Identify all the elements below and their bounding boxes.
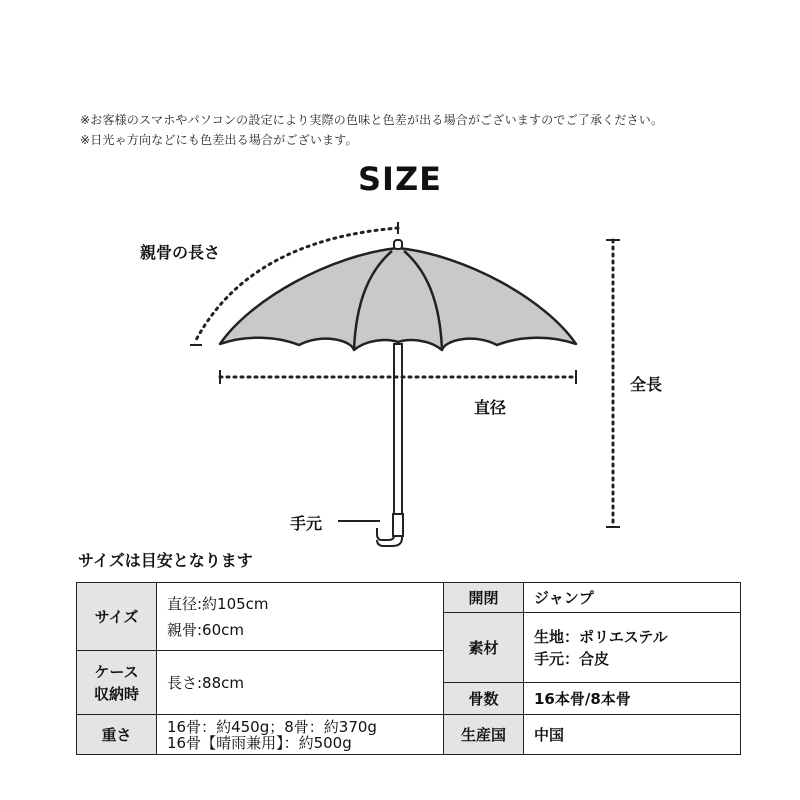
spec-material-head: 素材 — [444, 613, 524, 683]
spec-size-rib: 親骨:60cm — [167, 620, 244, 639]
size-guide-note: サイズは目安となります — [78, 551, 253, 570]
spec-material-handle: 手元：合皮 — [534, 649, 610, 668]
spec-table — [76, 582, 741, 755]
spec-open-value: ジャンプ — [524, 583, 741, 613]
spec-weight-head: 重さ — [77, 715, 157, 755]
spec-size-diameter: 直径:約105cm — [167, 594, 269, 613]
color-note-1: ※お客様のスマホやパソコンの設定により実際の色味と色差が出る場合がございますのでご了承ください。 — [80, 113, 664, 127]
total-length-label: 全長 — [630, 375, 663, 394]
spec-weight-values — [157, 715, 444, 755]
umbrella-tip — [394, 240, 402, 249]
spec-origin-head: 生産国 — [444, 715, 524, 755]
spec-weight-line1: 16骨：約450g；8骨：約370g — [167, 717, 377, 736]
spec-size-head: サイズ — [77, 583, 157, 651]
spec-open-head: 開閉 — [444, 583, 524, 613]
umbrella-shaft — [394, 344, 402, 514]
spec-ribs-head: 骨数 — [444, 683, 524, 715]
spec-material-fabric: 生地：ポリエステル — [534, 627, 668, 646]
handle-label: 手元 — [290, 514, 323, 533]
spec-ribs-value: 16本骨/8本骨 — [524, 683, 741, 715]
spec-weight-line2: 16骨【晴雨兼用】：約500g — [167, 733, 352, 752]
color-note-2: ※日光ゃ方向などにも色差出る場合がございます。 — [80, 133, 358, 147]
rib-length-label: 親骨の長さ — [140, 243, 221, 262]
diameter-label: 直径 — [474, 398, 507, 417]
umbrella-handle — [377, 514, 394, 540]
spec-case-head: ケース 収納時 — [77, 651, 157, 715]
umbrella-canopy — [220, 248, 576, 350]
spec-origin-value: 中国 — [524, 715, 741, 755]
spec-case-length: 長さ:88cm — [157, 651, 444, 715]
size-title: SIZE — [357, 160, 442, 198]
spec-material-values — [524, 613, 741, 683]
spec-size-values — [157, 583, 444, 651]
